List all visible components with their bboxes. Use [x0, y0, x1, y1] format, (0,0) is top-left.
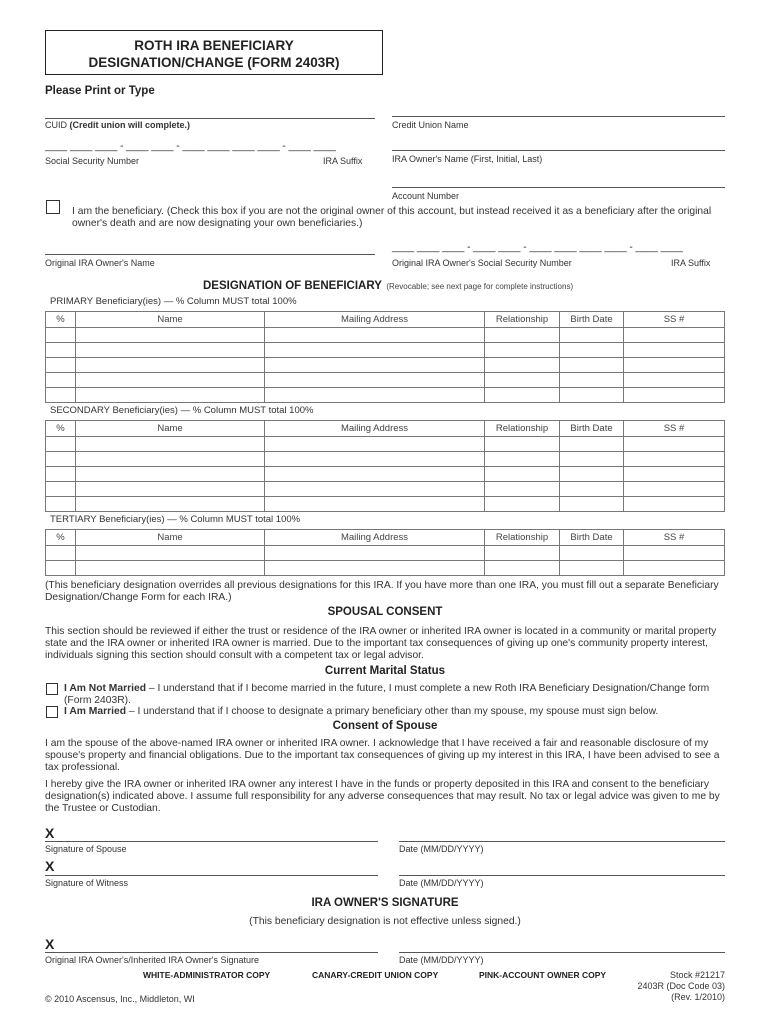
cuid-label: CUID (Credit union will complete.) [45, 120, 191, 130]
form-title [45, 30, 383, 75]
form-title-line1: ROTH IRA BENEFICIARY [134, 38, 294, 53]
footer-form-code: 2403R (Doc Code 03) [637, 981, 725, 991]
owner-name-label: IRA Owner's Name (First, Initial, Last) [392, 154, 543, 164]
spouse-x-mark: X [45, 825, 55, 841]
ira-suffix-label: IRA Suffix [323, 156, 363, 166]
spouse-signature-line[interactable] [45, 841, 378, 842]
spousal-consent-heading: SPOUSAL CONSENT [327, 606, 443, 618]
owner-signature-label: Original IRA Owner's/Inherited IRA Owner's Signature [45, 955, 260, 965]
owner-date-label: Date (MM/DD/YYYY) [399, 955, 484, 965]
orig-ira-suffix-label: IRA Suffix [671, 258, 711, 268]
tertiary-table [45, 529, 725, 576]
footer-copyright: © 2010 Ascensus, Inc., Middleton, WI [45, 994, 195, 1004]
spouse-signature-label: Signature of Spouse [45, 844, 127, 854]
married-checkbox[interactable] [46, 706, 58, 718]
col-relationship: Relationship [485, 312, 560, 328]
cuid-line[interactable] [45, 118, 375, 119]
col-name: Name [76, 312, 265, 328]
override-note: (This beneficiary designation overrides all previous designations for this IRA. If you have more than one IRA, you must fill out a separate Beneficiary Designation/Change Form for each IRA.) [45, 580, 719, 603]
col-percent: % [46, 421, 76, 437]
beneficiary-text: I am the beneficiary. (Check this box if you are not the original owner of this account, but instead received it as a beneficiary after the original owner's death and are now designating your own beneficiaries.) [72, 206, 712, 229]
orig-owner-ssn-label: Original IRA Owner's Social Security Number [392, 258, 572, 268]
owner-date-line[interactable] [399, 952, 725, 953]
married-text: I Am Married – I understand that if I choose to designate a primary beneficiary other than my spouse, my spouse must sign below. [64, 706, 659, 717]
ssn-blanks[interactable]: ____ ____ ____ - ____ ____ - ____ ____ ____ ____ - ____ ____ [45, 141, 336, 152]
account-number-line[interactable] [392, 187, 725, 188]
ssn-label: Social Security Number [45, 156, 140, 166]
owner-name-line[interactable] [392, 150, 725, 151]
tertiary-heading: TERTIARY Beneficiary(ies) — % Column MUST total 100% [50, 514, 301, 525]
owner-signature-note: (This beneficiary designation is not effective unless signed.) [249, 916, 521, 927]
col-percent: % [46, 312, 76, 328]
table-row[interactable] [46, 497, 725, 512]
col-name: Name [76, 530, 265, 546]
secondary-table [45, 420, 725, 512]
footer-revision: (Rev. 1/2010) [671, 992, 725, 1002]
footer-pink-copy: PINK-ACCOUNT OWNER COPY [479, 970, 607, 980]
table-row[interactable] [46, 328, 725, 343]
consent-paragraph-1: I am the spouse of the above-named IRA owner or inherited IRA owner. I acknowledge that I have received a fair and reasonable disclosure of my spouse's property and financial obligations. Due to the important tax consequences of giving up my interest in this IRA, I have been advised to see a tax professional. [45, 738, 720, 773]
table-row[interactable] [46, 561, 725, 576]
table-row[interactable] [46, 482, 725, 497]
credit-union-name-line[interactable] [392, 116, 725, 117]
spouse-date-label: Date (MM/DD/YYYY) [399, 844, 484, 854]
table-row[interactable] [46, 437, 725, 452]
secondary-heading: SECONDARY Beneficiary(ies) — % Column MUST total 100% [50, 405, 314, 416]
table-row[interactable] [46, 452, 725, 467]
not-married-checkbox[interactable] [46, 683, 58, 695]
owner-signature-line[interactable] [45, 952, 378, 953]
col-birth-date: Birth Date [560, 312, 624, 328]
credit-union-name-label: Credit Union Name [392, 120, 469, 130]
col-address: Mailing Address [265, 312, 485, 328]
table-header-row [46, 530, 725, 546]
marital-status-heading: Current Marital Status [324, 665, 446, 677]
please-print: Please Print or Type [45, 85, 155, 97]
col-ssn: SS # [624, 530, 725, 546]
orig-owner-name-line[interactable] [45, 254, 375, 255]
footer-stock: Stock #21217 [669, 970, 725, 980]
table-row[interactable] [46, 343, 725, 358]
account-number-label: Account Number [392, 191, 460, 201]
col-ssn: SS # [624, 421, 725, 437]
form-title-line2: DESIGNATION/CHANGE (FORM 2403R) [88, 55, 340, 70]
primary-table [45, 311, 725, 403]
footer-canary-copy: CANARY-CREDIT UNION COPY [312, 970, 439, 980]
col-name: Name [76, 421, 265, 437]
col-address: Mailing Address [265, 530, 485, 546]
table-row[interactable] [46, 467, 725, 482]
col-birth-date: Birth Date [560, 421, 624, 437]
witness-x-mark: X [45, 858, 55, 874]
col-birth-date: Birth Date [560, 530, 624, 546]
spouse-date-line[interactable] [399, 841, 725, 842]
table-header-row [46, 421, 725, 437]
not-married-text: I Am Not Married – I understand that if I become married in the future, I must complete a new Roth IRA Beneficiary Designation/Change form (Form 2403R). [64, 683, 710, 706]
owner-x-mark: X [45, 936, 55, 952]
table-row[interactable] [46, 373, 725, 388]
orig-ssn-blanks[interactable]: ____ ____ ____ - ____ ____ - ____ ____ ____ ____ - ____ ____ [392, 242, 683, 253]
table-row[interactable] [46, 388, 725, 403]
footer-white-copy: WHITE-ADMINISTRATOR COPY [143, 970, 271, 980]
footer-stock-info [637, 970, 725, 1003]
table-row[interactable] [46, 546, 725, 561]
orig-owner-name-label: Original IRA Owner's Name [45, 258, 155, 268]
spousal-intro: This section should be reviewed if either the trust or residence of the IRA owner or inherited IRA owner is located in a community or marital property state and the IRA owner or inherited IRA owner is married. Due to the important tax consequences of giving up one's community property interest, individuals signing this section should consult with a competent tax or legal advisor. [45, 626, 717, 661]
col-relationship: Relationship [485, 421, 560, 437]
consent-of-spouse-heading: Consent of Spouse [332, 720, 438, 732]
witness-signature-label: Signature of Witness [45, 878, 129, 888]
consent-paragraph-2: I hereby give the IRA owner or inherited IRA owner any interest I have in the funds or property deposited in this IRA and consent to the beneficiary designation(s) indicated above. I assume full responsibility for any adverse consequences that may result. No tax or legal advice was given to me by the Trustee or Custodian. [45, 779, 720, 814]
designation-heading: DESIGNATION OF BENEFICIARY (Revocable; see next page for complete instructions) [203, 280, 574, 292]
col-relationship: Relationship [485, 530, 560, 546]
table-row[interactable] [46, 358, 725, 373]
col-percent: % [46, 530, 76, 546]
owner-signature-heading: IRA OWNER'S SIGNATURE [311, 897, 459, 909]
table-header-row [46, 312, 725, 328]
primary-heading: PRIMARY Beneficiary(ies) — % Column MUST total 100% [50, 296, 297, 307]
col-address: Mailing Address [265, 421, 485, 437]
witness-date-line[interactable] [399, 875, 725, 876]
col-ssn: SS # [624, 312, 725, 328]
witness-date-label: Date (MM/DD/YYYY) [399, 878, 484, 888]
witness-signature-line[interactable] [45, 875, 378, 876]
beneficiary-checkbox[interactable] [46, 200, 60, 214]
